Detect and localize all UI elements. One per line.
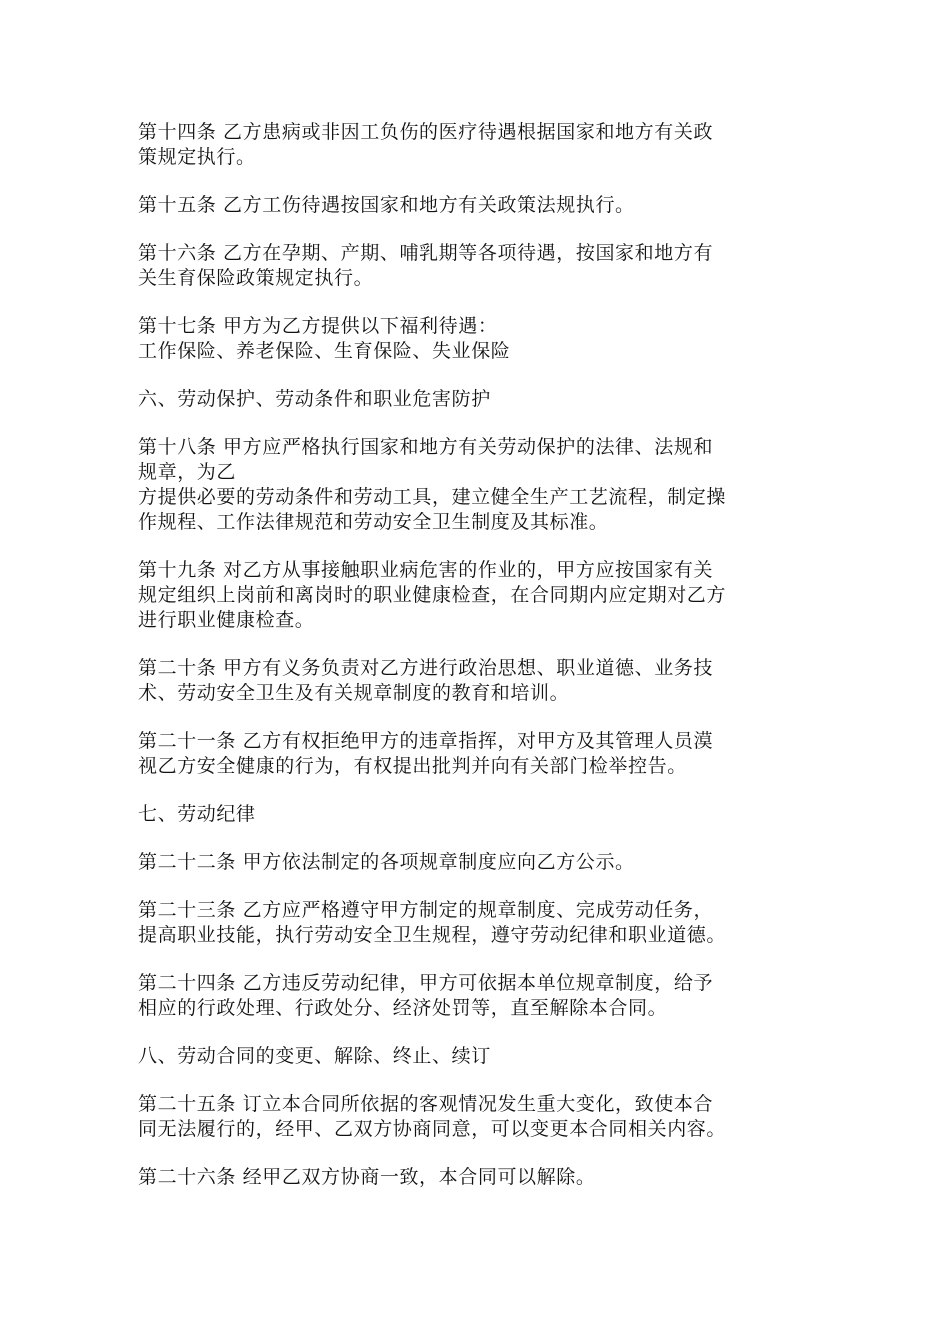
text-line: 规章，为乙 (138, 461, 237, 483)
text-line: 进行职业健康检查。 (138, 609, 315, 631)
text-line: 第十六条 乙方在孕期、产期、哺乳期等各项待遇，按国家和地方有 (138, 242, 714, 264)
text-line: 第二十五条 订立本合同所依据的客观情况发生重大变化，致使本合 (138, 1093, 714, 1115)
text-line: 规定组织上岗前和离岗时的职业健康检查，在合同期内应定期对乙方 (138, 584, 727, 606)
article-14 (138, 120, 818, 170)
text-line: 视乙方安全健康的行为，有权提出批判并向有关部门检举控告。 (138, 755, 687, 777)
article-24 (138, 971, 818, 1021)
article-23 (138, 898, 818, 948)
article-26 (138, 1165, 818, 1190)
article-17 (138, 314, 818, 364)
article-22 (138, 850, 818, 875)
text-line: 关生育保险政策规定执行。 (138, 267, 374, 289)
section-heading-8 (138, 1044, 818, 1069)
text-line: 第十五条 乙方工伤待遇按国家和地方有关政策法规执行。 (138, 194, 635, 216)
text-line: 策规定执行。 (138, 146, 256, 168)
text-line: 第十八条 甲方应严格执行国家和地方有关劳动保护的法律、法规和 (138, 436, 714, 458)
text-line: 第二十三条 乙方应严格遵守甲方制定的规章制度、完成劳动任务， (138, 899, 714, 921)
text-line: 第二十一条 乙方有权拒绝甲方的违章指挥，对甲方及其管理人员漠 (138, 730, 714, 752)
section-heading: 八、劳动合同的变更、解除、终止、续订 (138, 1045, 491, 1067)
section-heading: 六、劳动保护、劳动条件和职业危害防护 (138, 388, 491, 410)
section-heading: 七、劳动纪律 (138, 803, 256, 825)
article-19 (138, 558, 818, 633)
text-line: 方提供必要的劳动条件和劳动工具，建立健全生产工艺流程，制定操 (138, 486, 727, 508)
article-21 (138, 729, 818, 779)
section-heading-7 (138, 802, 818, 827)
text-line: 第二十条 甲方有义务负责对乙方进行政治思想、职业道德、业务技 (138, 657, 714, 679)
text-line: 作规程、工作法律规范和劳动安全卫生制度及其标准。 (138, 511, 609, 533)
text-line: 同无法履行的，经甲、乙双方协商同意，可以变更本合同相关内容。 (138, 1118, 727, 1140)
article-16 (138, 241, 818, 291)
section-heading-6 (138, 387, 818, 412)
text-line: 术、劳动安全卫生及有关规章制度的教育和培训。 (138, 682, 570, 704)
text-line: 第十九条 对乙方从事接触职业病危害的作业的，甲方应按国家有关 (138, 559, 714, 581)
text-line: 第二十二条 甲方依法制定的各项规章制度应向乙方公示。 (138, 851, 635, 873)
text-line: 第二十六条 经甲乙双方协商一致，本合同可以解除。 (138, 1166, 596, 1188)
text-line: 工作保险、养老保险、生育保险、失业保险 (138, 340, 511, 362)
text-line: 第十四条 乙方患病或非因工负伤的医疗待遇根据国家和地方有关政 (138, 121, 714, 143)
article-18 (138, 435, 818, 535)
article-20 (138, 656, 818, 706)
article-25 (138, 1092, 818, 1142)
text-line: 相应的行政处理、行政处分、经济处罚等，直至解除本合同。 (138, 997, 668, 1019)
text-line: 第二十四条 乙方违反劳动纪律，甲方可依据本单位规章制度，给予 (138, 972, 714, 994)
text-line: 提高职业技能，执行劳动安全卫生规程，遵守劳动纪律和职业道德。 (138, 924, 727, 946)
article-15 (138, 193, 818, 218)
document-page (138, 120, 818, 1213)
text-line: 第十七条 甲方为乙方提供以下福利待遇： (138, 315, 498, 337)
